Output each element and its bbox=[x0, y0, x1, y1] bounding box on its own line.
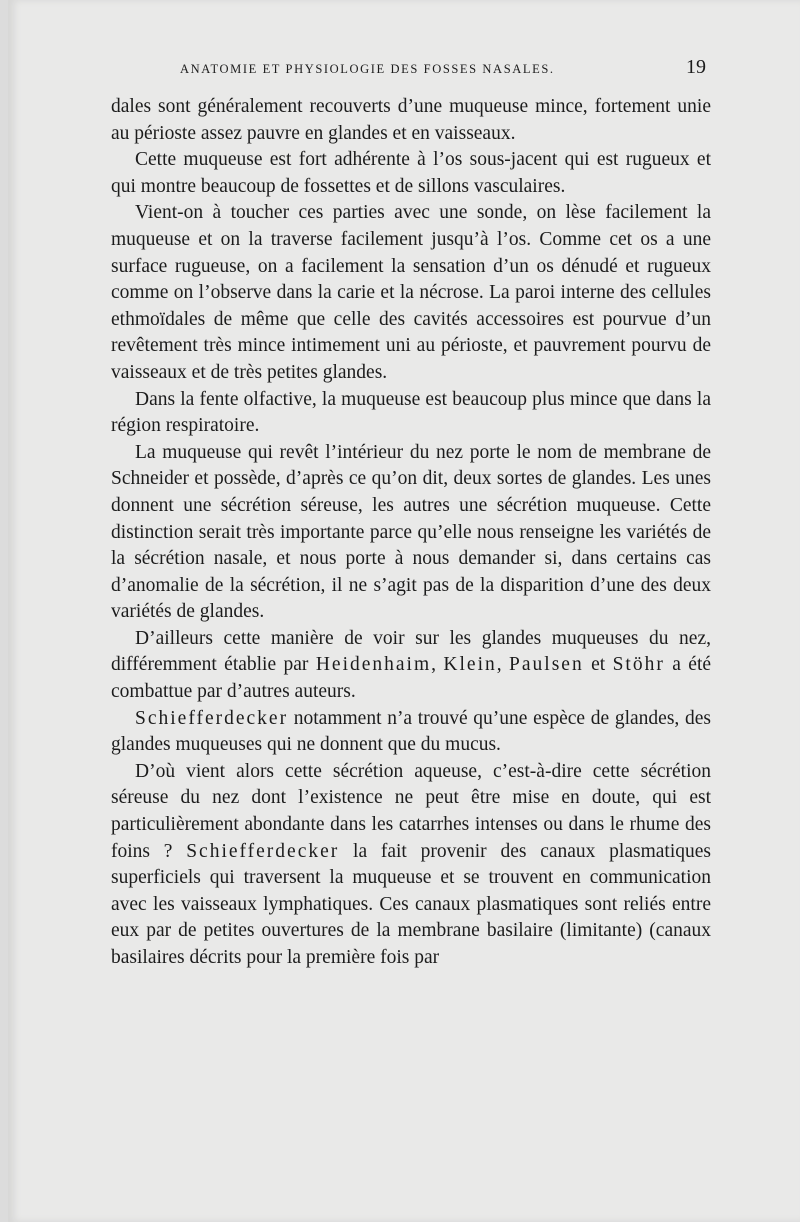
text-run: et bbox=[583, 654, 613, 676]
paragraph bbox=[111, 759, 711, 972]
paragraph bbox=[111, 626, 711, 706]
author-name: Stöhr bbox=[612, 654, 665, 676]
text-run: , bbox=[496, 654, 510, 676]
paragraph: Cette muqueuse est fort adhérente à l’os sous-jacent qui est rugueux et qui montre beaucoup de fossettes et de sillons vasculaires. bbox=[111, 149, 711, 197]
text-run: a été combattue par d’autres auteurs. bbox=[111, 654, 712, 703]
paragraph bbox=[111, 706, 711, 759]
paragraph: Vient-on à toucher ces parties avec une sonde, on lèse facilement la muqueuse et on la traverse facilement jusqu’à l’os. Comme cet os a une surface rugueuse, on a facilement la sensation d’un os dénudé et rugueux comme on l’observe dans la carie et la nécrose. La paroi interne des cellules ethmoïdales de même que celle des cavités accessoires est pourvue d’un revêtement très mince intimement uni au périoste, et pauvrement pourvu de vaisseaux et de très petites glandes. bbox=[111, 202, 711, 383]
paragraph: dales sont généralement recouverts d’une muqueuse mince, fortement unie au périoste assez pauvre en glandes et en vaisseaux. bbox=[111, 96, 711, 144]
text-run: , bbox=[431, 654, 444, 676]
text-run: D’où vient alors cette sécrétion aqueuse, c’est-à-dire cette sécrétion séreuse du nez dont l’existence ne peut être mise en doute, qui est particulièrement abondante dans les catarrhes intenses ou dans le rhume des foins ? bbox=[111, 760, 711, 862]
text-run: notamment n’a trouvé qu’une espèce de glandes, des glandes muqueuses qui ne donnent que du mucus. bbox=[111, 707, 711, 756]
text-run: la fait provenir des canaux plasmatiques superficiels qui traversent la muqueuse et se trouvent en communication avec les vaisseaux lymphatiques. Ces canaux plasmatiques sont reliés entre eux par de petites ouvertures de la membrane basilaire (limitante) (canaux basilaires décrits pour la première fois par bbox=[111, 840, 711, 968]
paragraph: La muqueuse qui revêt l’intérieur du nez porte le nom de membrane de Schneider et possède, d’après ce qu’on dit, deux sortes de glandes. Les unes donnent une sécrétion séreuse, les autres une sécrétion muqueuse. Cette distinction serait très importante parce qu’elle nous renseigne les variétés de la sécrétion nasale, et nous porte à nous demander si, dans certains cas d’anomalie de la sécrétion, il ne s’agit pas de la disparition d’une des deux variétés de glandes. bbox=[111, 441, 711, 623]
page-number: 19 bbox=[686, 56, 706, 78]
author-name: Klein bbox=[443, 654, 497, 676]
book-page bbox=[8, 0, 800, 1222]
author-name: Schiefferdecker bbox=[186, 840, 340, 862]
author-name: Schiefferdecker bbox=[135, 707, 289, 729]
text-run: D’ailleurs cette manière de voir sur les glandes muqueuses du nez, différemment établie par bbox=[111, 627, 711, 676]
running-title: ANATOMIE ET PHYSIOLOGIE DES FOSSES NASALES. bbox=[180, 62, 555, 76]
author-name: Heidenhaim bbox=[315, 654, 432, 676]
paragraph: Dans la fente olfactive, la muqueuse est beaucoup plus mince que dans la région respiratoire. bbox=[111, 388, 711, 437]
author-name: Paulsen bbox=[509, 654, 584, 676]
body-text bbox=[111, 94, 711, 972]
